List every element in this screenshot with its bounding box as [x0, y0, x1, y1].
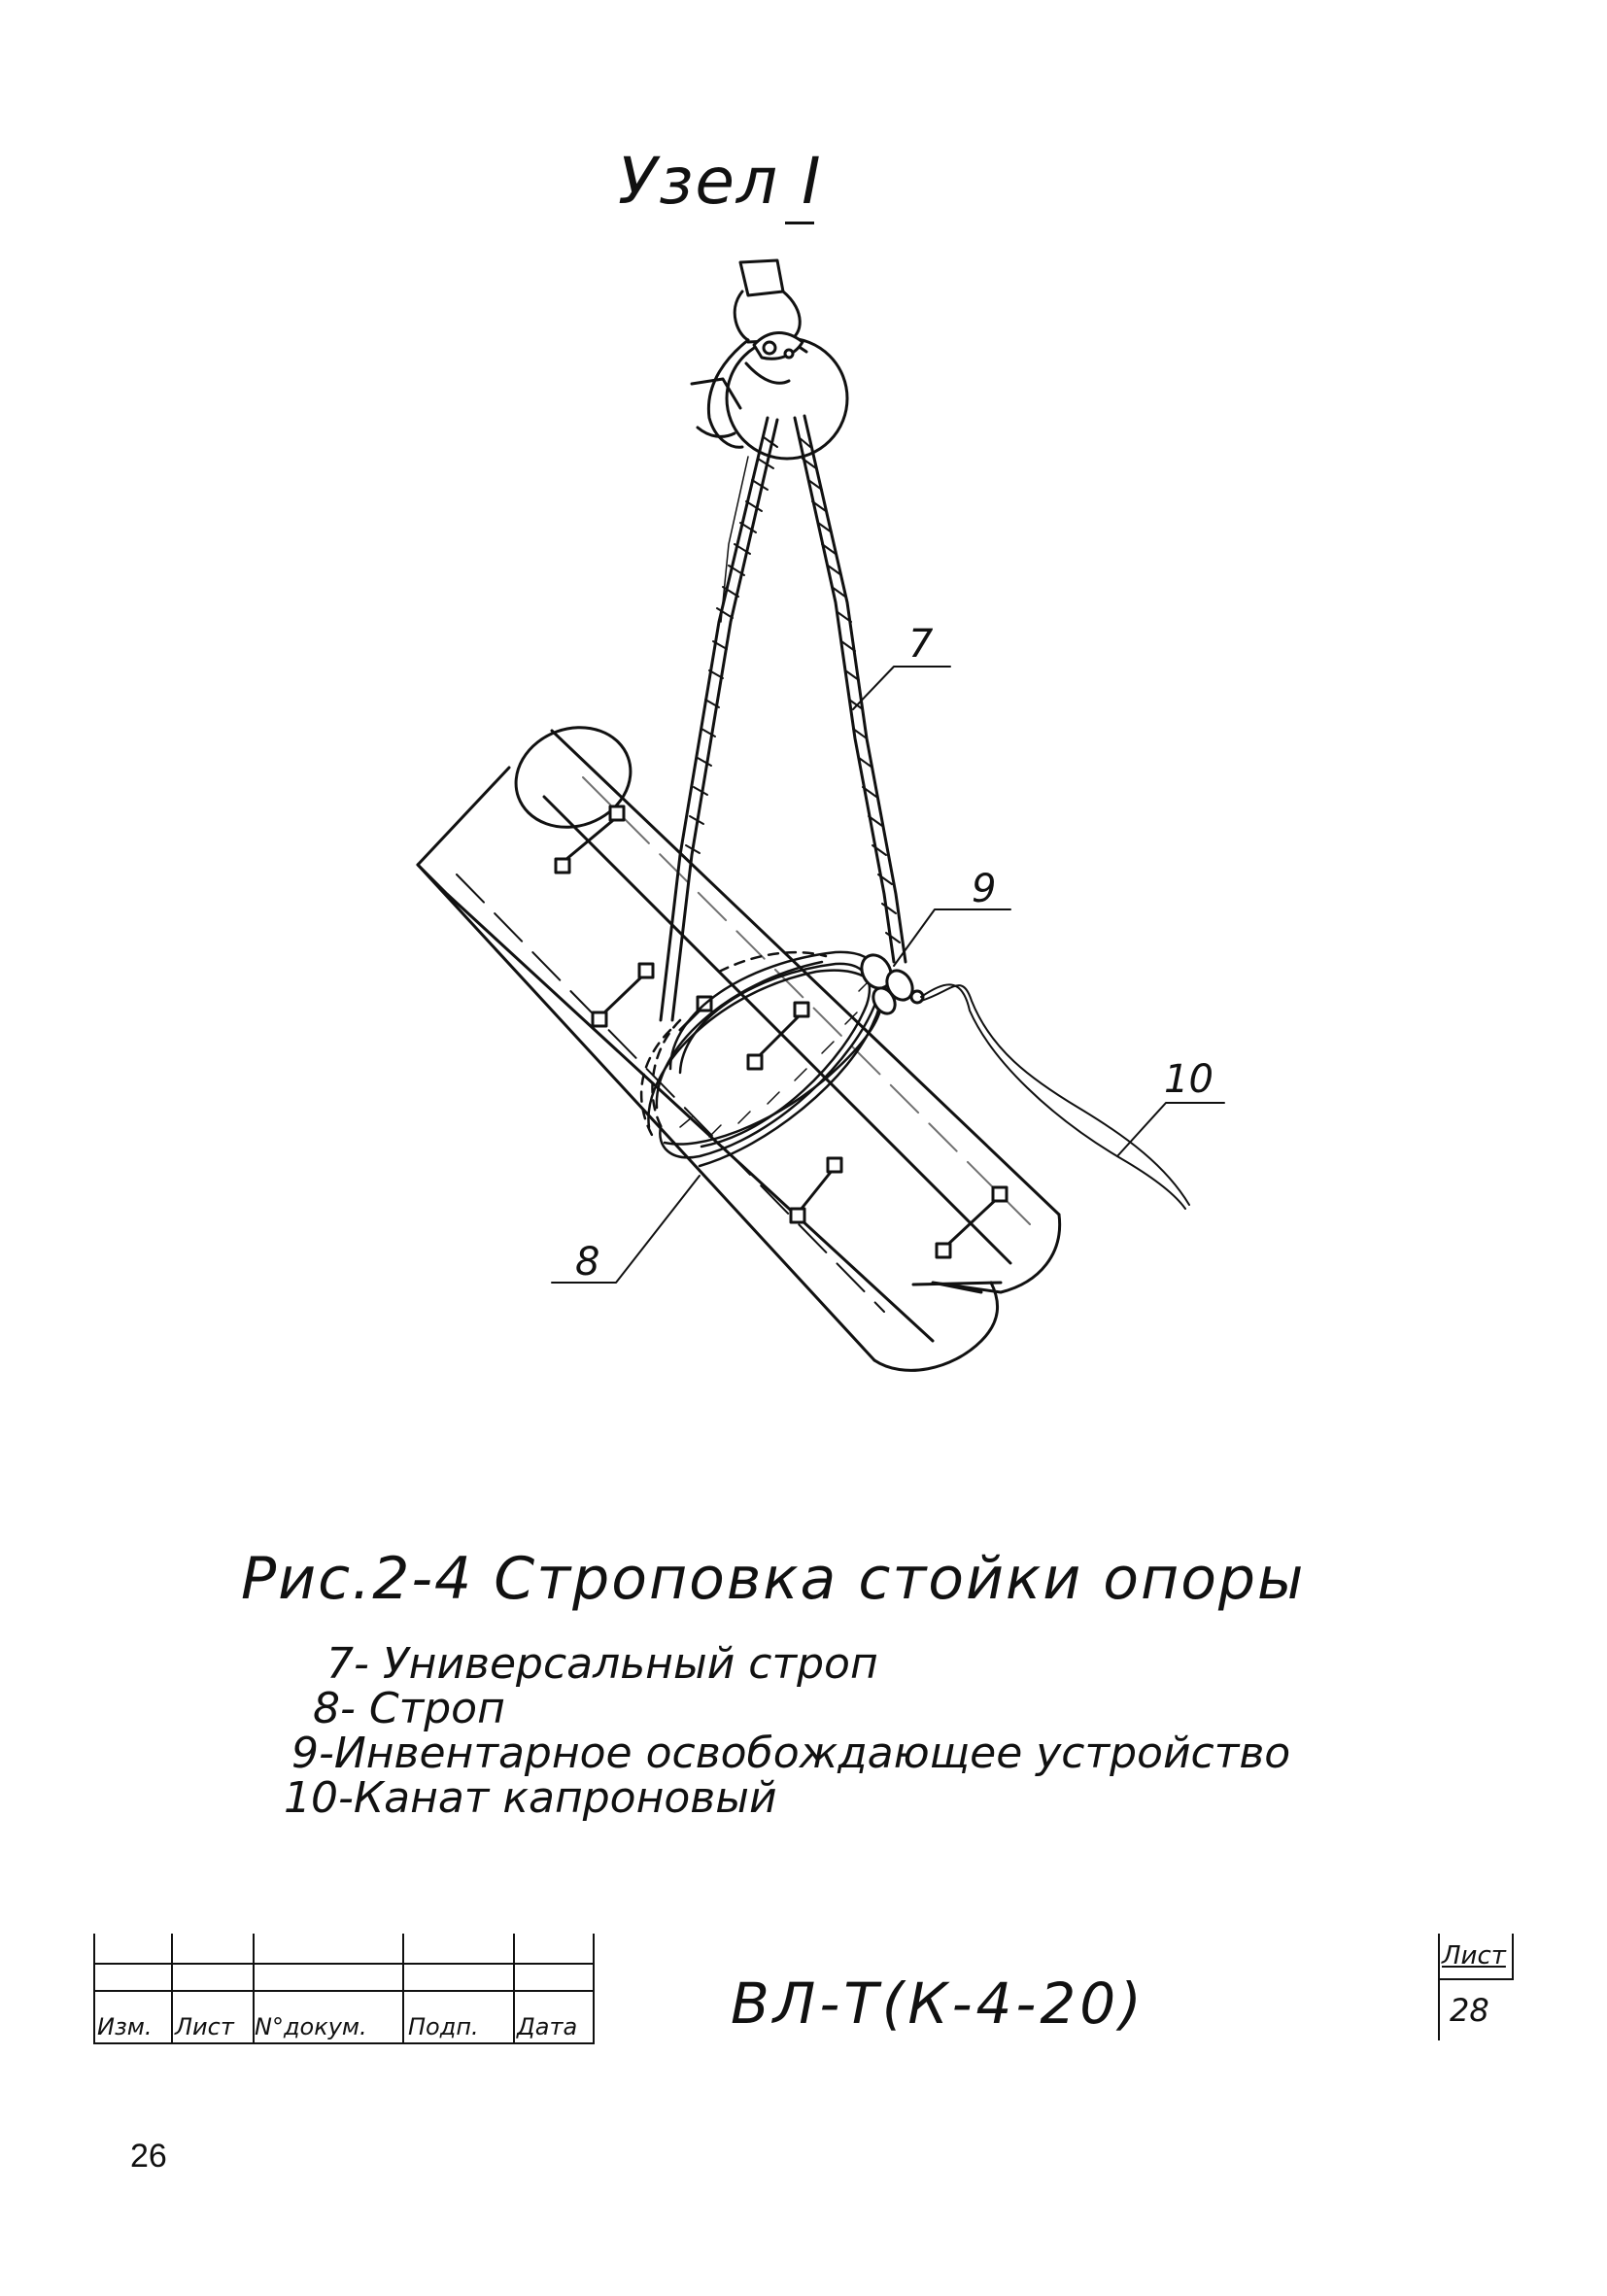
legend-text: -Инвентарное освобождающее устройство [319, 1729, 1291, 1778]
legend-num: 8 [313, 1684, 340, 1733]
support-pole [418, 711, 1060, 1370]
col-label-list: Лист [175, 2013, 234, 2040]
table-line [513, 1934, 515, 2042]
page-number: 26 [130, 2138, 167, 2175]
crane-hook-icon [692, 260, 847, 459]
node-title: Узел I [618, 144, 823, 219]
legend-item-10 [284, 1773, 1290, 1823]
sheet-box [1438, 1934, 1514, 2040]
title-block-table [93, 1934, 598, 2050]
table-line [93, 1990, 595, 1992]
legend-num: 7 [326, 1639, 354, 1689]
table-line [93, 1934, 95, 2042]
col-label-sign: Подп. [408, 2013, 479, 2040]
legend-num: 9 [291, 1729, 319, 1778]
nylon-rope [921, 984, 1189, 1209]
table-line [593, 1934, 595, 2042]
sheet-box-line [1438, 1978, 1514, 1980]
table-line [93, 2042, 595, 2044]
legend [284, 1639, 1291, 1823]
document-code: ВЛ-Т(К-4-20) [731, 1970, 1145, 2037]
universal-sling [661, 416, 906, 1020]
table-line [93, 1963, 595, 1965]
col-label-date: Дата [517, 2013, 578, 2040]
legend-item-9 [291, 1731, 1290, 1776]
col-label-doc: N°докум. [255, 2013, 367, 2040]
legend-text: - Универсальный строп [354, 1639, 878, 1689]
callout-7: 7 [908, 622, 934, 667]
table-line [171, 1934, 173, 2042]
sheet-box-line [1512, 1934, 1514, 1980]
callout-9: 9 [972, 867, 997, 911]
figure-caption: Рис.2-4 Строповка стойки опоры [241, 1545, 1306, 1613]
callout-10: 10 [1164, 1057, 1214, 1102]
table-line [402, 1934, 404, 2042]
node-title-underline [785, 222, 814, 224]
sheet-label: Лист [1442, 1941, 1506, 1970]
col-label-izm: Изм. [97, 2013, 153, 2040]
callout-8: 8 [575, 1240, 600, 1285]
sheet-number: 28 [1450, 1992, 1489, 2029]
sheet-box-line [1438, 1934, 1440, 2040]
legend-text: - Строп [340, 1684, 505, 1733]
legend-num: 10 [284, 1773, 338, 1823]
legend-item-7 [291, 1639, 1290, 1689]
legend-text: -Канат капроновый [338, 1773, 777, 1823]
legend-item-8 [291, 1684, 1290, 1733]
